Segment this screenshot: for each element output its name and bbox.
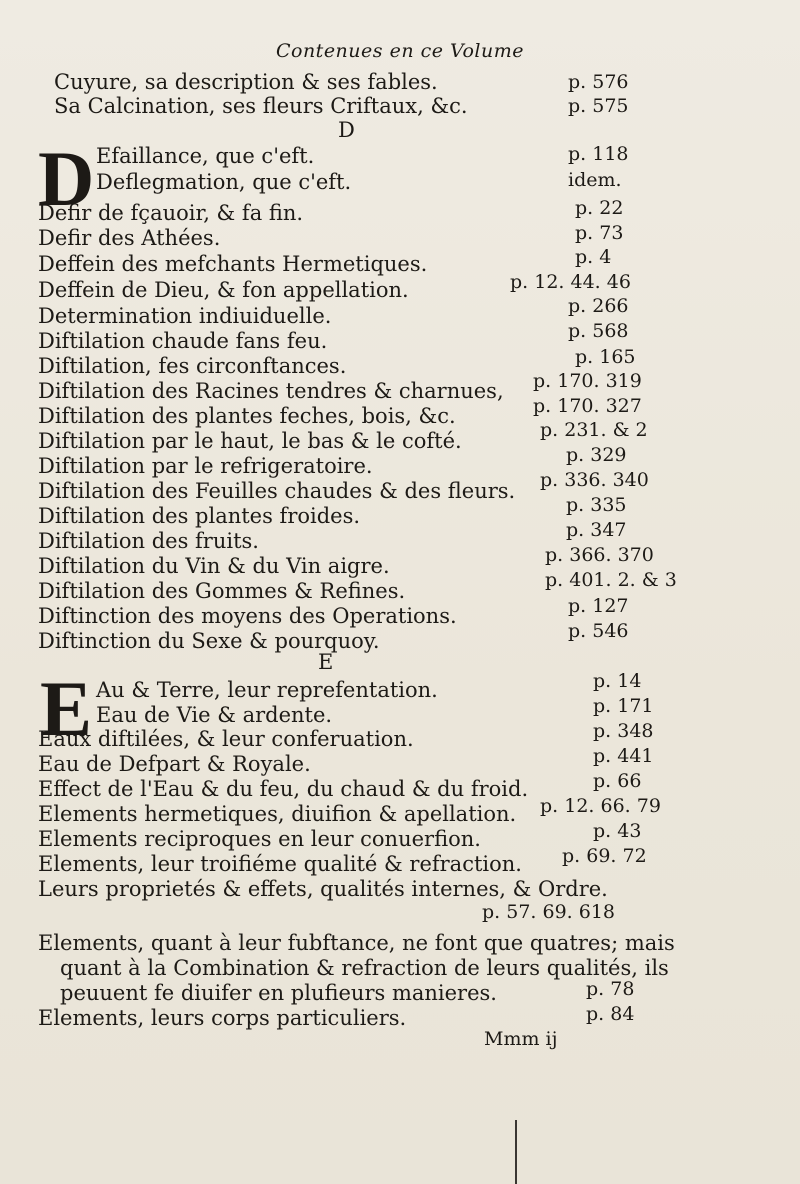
entry-text: Diftilation du Vin & du Vin aigre. [38,554,390,578]
entry-page-ref: p. 165 [575,346,636,368]
entry-page-ref: p. 12. 66. 79 [540,795,661,817]
entry-text: Defir des Athées. [38,226,221,250]
entry-page-ref: p. 170. 319 [533,370,642,392]
entry-page-ref: p. 12. 44. 46 [510,271,631,293]
entry-text: Elements, leur troifiéme qualité & refraction. [38,852,522,876]
entry-page-ref: p. 22 [575,197,624,219]
running-head: Contenues en ce Volume [275,40,525,62]
entry-text: Leurs proprietés & effets, qualités internes, & Ordre. [38,877,608,901]
entry-text: quant à la Combination & refraction de leurs qualités, ils [60,956,669,980]
entry-page-ref: p. 329 [566,444,627,466]
entry-page-ref: p. 441 [593,745,654,767]
entry-page-ref: p. 366. 370 [545,544,654,566]
entry-page-ref: p. 347 [566,519,627,541]
entry-page-ref: p. 171 [593,695,654,717]
entry-page-ref: p. 69. 72 [562,845,647,867]
signature-mark: Mmm ij [484,1028,558,1050]
entry-page-ref: p. 66 [593,770,642,792]
entry-page-ref: p. 401. 2. & 3 [545,569,677,591]
entry-page-ref: p. 568 [568,320,629,342]
ink-stroke [515,1120,517,1184]
entry-text: Effect de l'Eau & du feu, du chaud & du froid. [38,777,529,801]
entry-text: Elements, quant à leur fubftance, ne font que quatres; mais [38,931,675,955]
entry-page-ref: p. 43 [593,820,642,842]
entry-text: Diftilation des Racines tendres & charnues, [38,379,504,403]
entry-text: peuuent fe diuifer en plufieurs manieres. [60,981,497,1005]
entry-page-ref: p. 84 [586,1003,635,1025]
entry-text: Diftilation des fruits. [38,529,259,553]
entry-text: Diftinction des moyens des Operations. [38,604,457,628]
entry-text: Sa Calcination, ses fleurs Criftaux, &c. [54,94,468,118]
entry-text: Deffein de Dieu, & fon appellation. [38,278,409,302]
section-letter-d: D [338,118,355,142]
entry-page-ref: p. 127 [568,595,629,617]
entry-page-ref: p. 576 [568,71,629,93]
entry-page-ref: p. 57. 69. 618 [482,901,616,923]
entry-text: Deffein des mefchants Hermetiques. [38,252,428,276]
entry-page-ref: p. 170. 327 [533,395,642,417]
entry-text: Diftinction du Sexe & pourquoy. [38,629,380,653]
entry-text: Deflegmation, que c'eft. [96,170,352,194]
entry-text: Eau de Defpart & Royale. [38,752,311,776]
entry-page-ref: p. 231. & 2 [540,419,648,441]
entry-text: Diftilation des plantes froides. [38,504,361,528]
entry-page-ref: p. 78 [586,978,635,1000]
entry-text: Diftilation des plantes feches, bois, &c. [38,404,456,428]
entry-page-ref: p. 118 [568,143,629,165]
entry-text: Efaillance, que c'eft. [96,144,315,168]
entry-text: Diftilation, fes circonftances. [38,354,347,378]
entry-page-ref: p. 4 [575,246,612,268]
entry-text: Diftilation des Feuilles chaudes & des fleurs. [38,479,516,503]
entry-page-ref: idem. [568,169,622,191]
entry-text: Elements hermetiques, diuifion & apellation. [38,802,517,826]
entry-text: Diftilation chaude fans feu. [38,329,328,353]
entry-text: Determination indiuiduelle. [38,304,332,328]
entry-text: Diftilation par le refrigeratoire. [38,454,373,478]
entry-page-ref: p. 335 [566,494,627,516]
entry-text: Eaux diftilées, & leur conferuation. [38,727,414,751]
drop-cap-e: E [40,665,93,752]
entry-page-ref: p. 14 [593,670,642,692]
entry-text: Defir de fçauoir, & fa fin. [38,201,304,225]
entry-text: Eau de Vie & ardente. [96,703,333,727]
entry-page-ref: p. 336. 340 [540,469,649,491]
entry-text: Diftilation par le haut, le bas & le cofté. [38,429,462,453]
entry-text: Elements reciproques en leur conuerfion. [38,827,481,851]
entry-text: Elements, leurs corps particuliers. [38,1006,407,1030]
section-letter-e: E [318,650,334,674]
entry-page-ref: p. 73 [575,222,624,244]
entry-page-ref: p. 348 [593,720,654,742]
entry-text: Diftilation des Gommes & Refines. [38,579,406,603]
entry-text: Au & Terre, leur reprefentation. [96,678,438,702]
entry-page-ref: p. 266 [568,295,629,317]
entry-page-ref: p. 575 [568,95,629,117]
entry-page-ref: p. 546 [568,620,629,642]
drop-cap-d: D [38,135,95,222]
entry-text: Cuyure, sa description & ses fables. [54,70,438,94]
